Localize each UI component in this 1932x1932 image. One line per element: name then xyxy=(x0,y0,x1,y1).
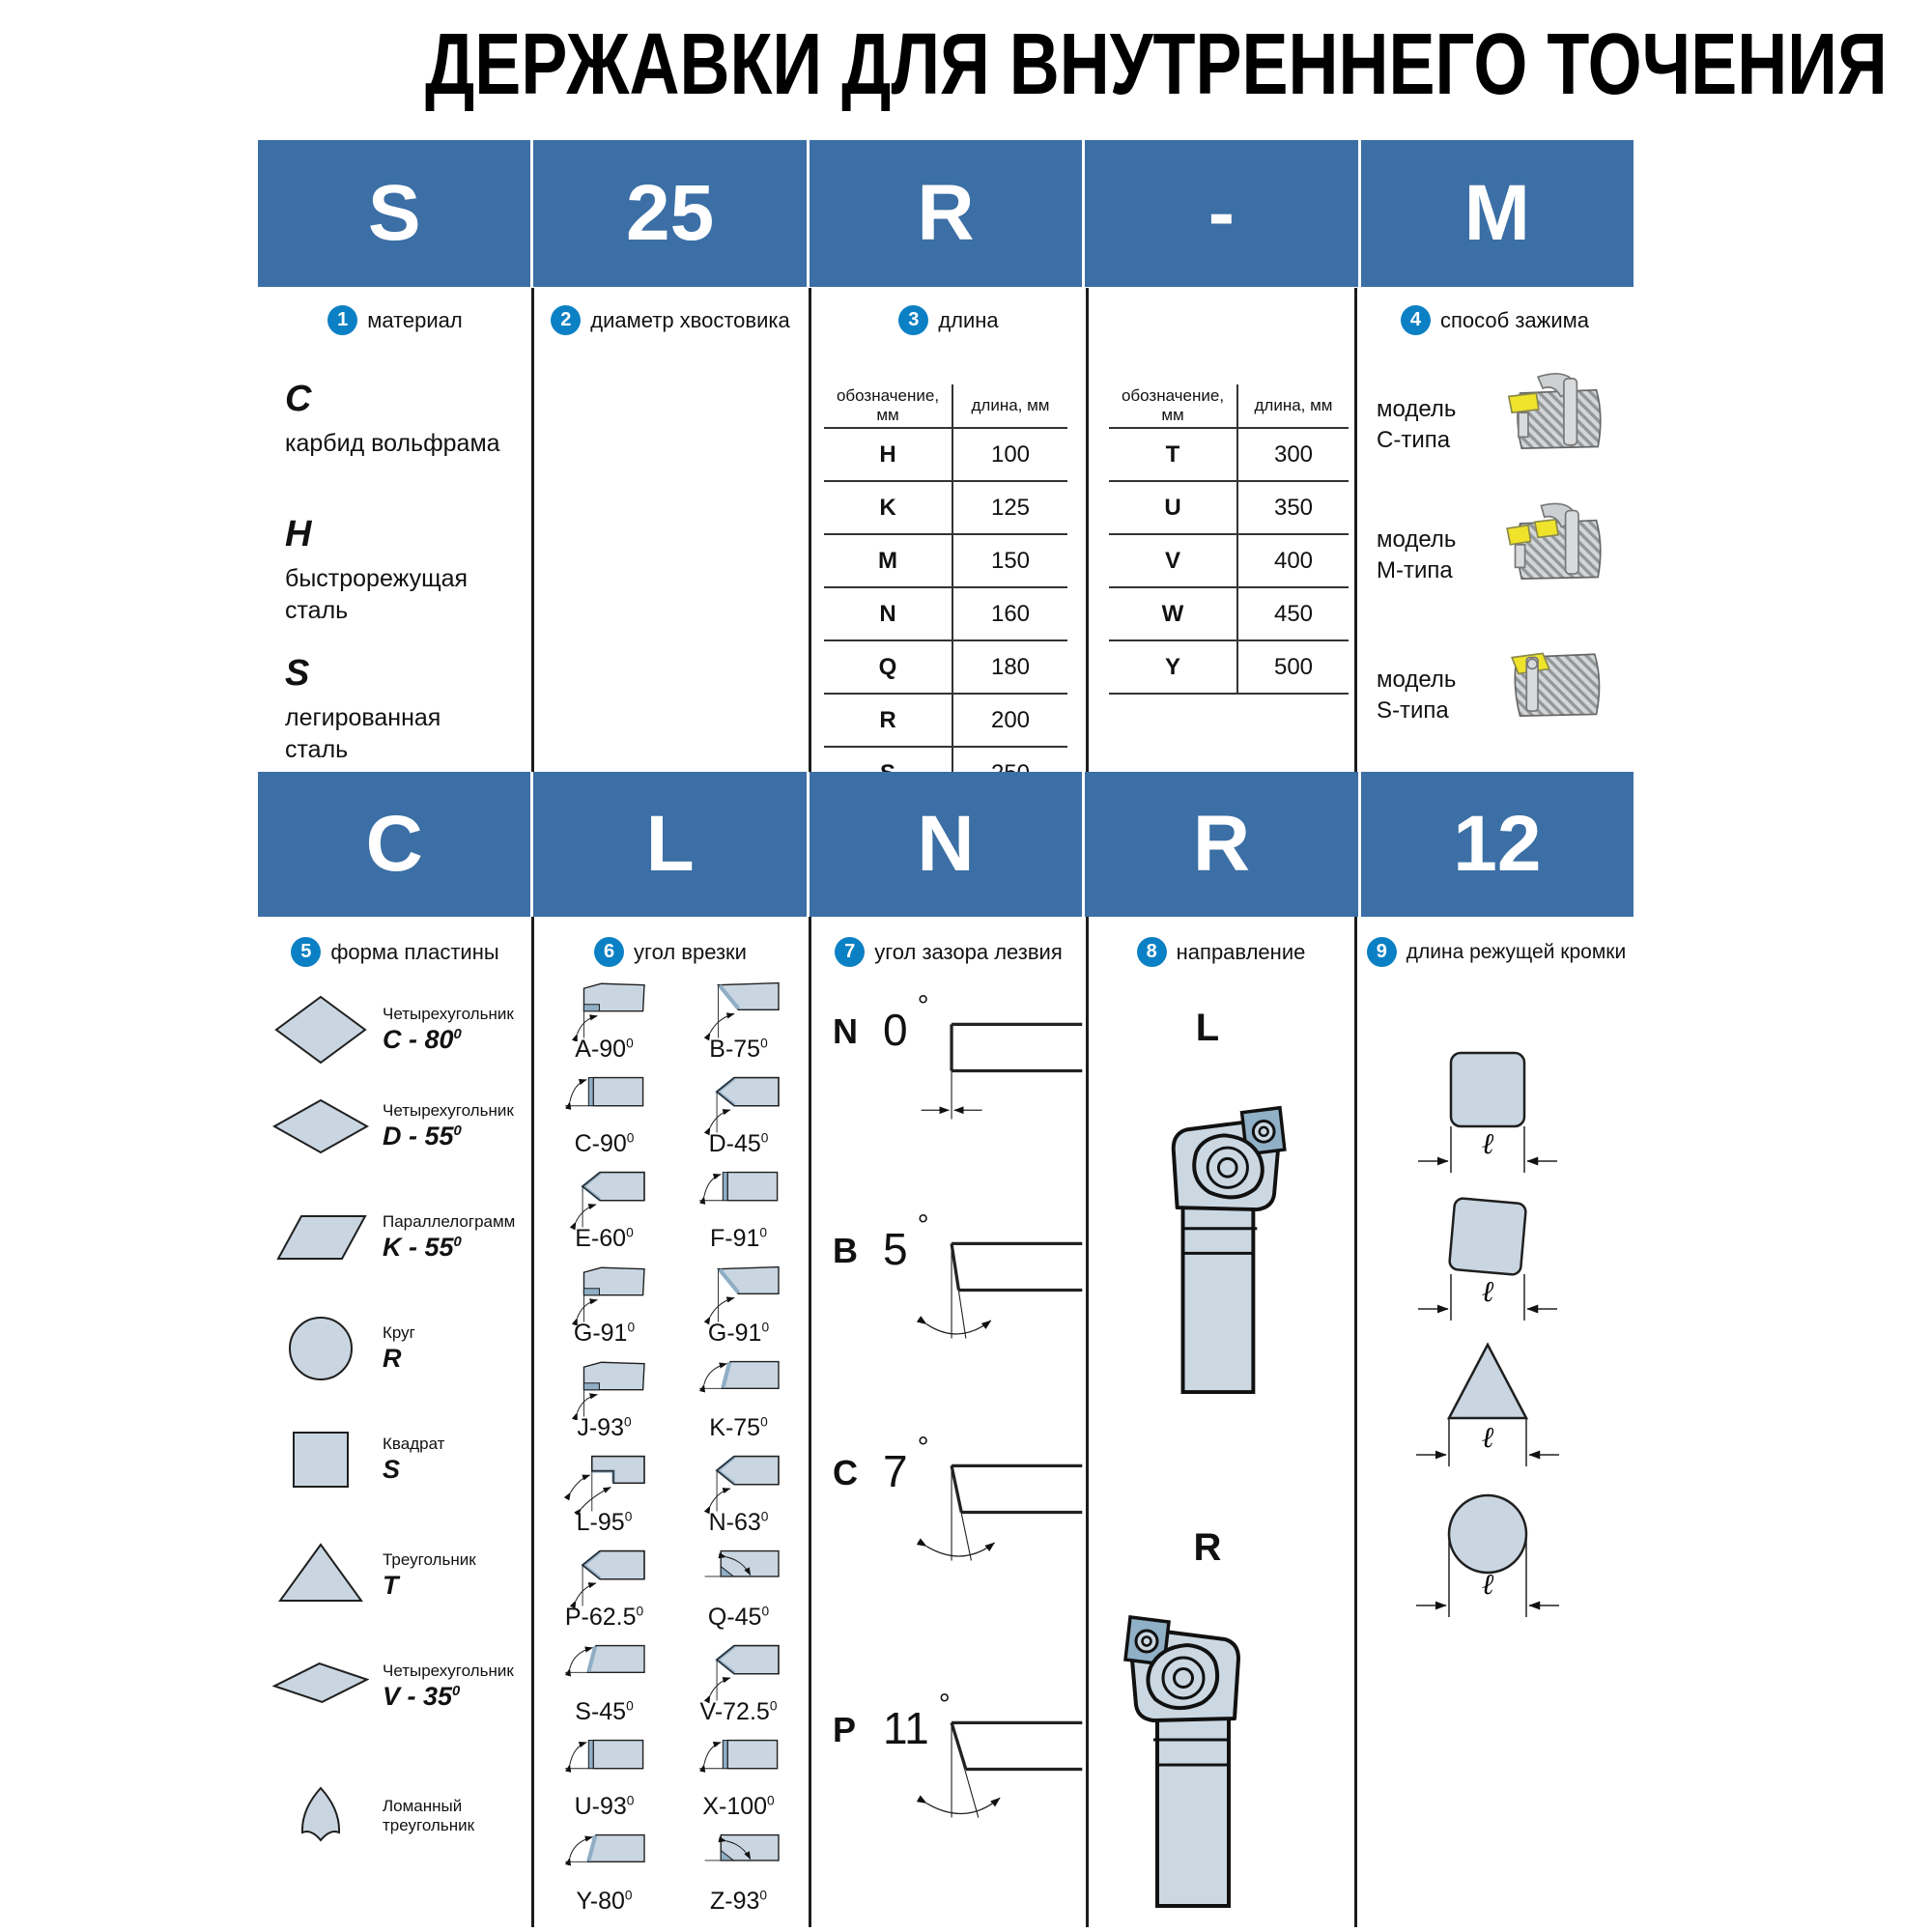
tool-profile-icon xyxy=(541,1735,668,1799)
entry-angle-item: $U-93^0$ xyxy=(537,1735,671,1830)
entry-angle-item: $K-75^0$ xyxy=(671,1356,806,1451)
entry-angle-item: $N-63^0$ xyxy=(671,1451,806,1546)
insert-shape-item: Треугольник T xyxy=(272,1541,533,1610)
wide-diamond-shape-icon xyxy=(272,1092,369,1161)
code-row-bottom xyxy=(258,772,1634,917)
entry-angle-item: $Q-45^0$ xyxy=(671,1546,806,1640)
diamond-shape-icon xyxy=(272,995,369,1065)
svg-text:ℓ: ℓ xyxy=(1481,1127,1494,1161)
entry-angle-item: $G-91^0$ xyxy=(671,1262,806,1356)
section-3-header: 3 длина xyxy=(810,305,1087,335)
code-cell-direction: R xyxy=(1085,772,1357,917)
table-row: R 200 xyxy=(824,695,1067,748)
material-item xyxy=(285,514,469,626)
svg-text:ℓ: ℓ xyxy=(1481,1275,1494,1309)
holder-right-icon xyxy=(1109,1596,1283,1915)
direction-right-label: R xyxy=(1193,1526,1222,1569)
table-row: M 150 xyxy=(824,535,1067,588)
tool-profile-icon xyxy=(541,1262,668,1325)
badge-7: 7 xyxy=(835,937,865,967)
section-7-header: 7 угол зазора лезвия xyxy=(810,937,1087,967)
clearance-angle-item: P 11 ° xyxy=(823,1698,1084,1867)
entry-angle-item: $G-91^0$ xyxy=(537,1262,671,1356)
section-1-header: 1 материал xyxy=(258,305,532,335)
svg-text:ℓ: ℓ xyxy=(1481,1568,1494,1602)
direction-left-label: L xyxy=(1195,1007,1220,1049)
entry-angle-item: $L-95^0$ xyxy=(537,1451,671,1546)
table-row: H 100 xyxy=(824,429,1067,482)
model-label: модель С-типа xyxy=(1377,396,1457,454)
code-cell-edge-length: 12 xyxy=(1361,772,1634,917)
badge-4: 4 xyxy=(1401,305,1431,335)
blade-angle-icon xyxy=(916,1219,1086,1374)
divider xyxy=(1354,917,1357,1927)
insert-shape-item: Квадрат S xyxy=(272,1425,533,1494)
entry-angle-item: $Z-93^0$ xyxy=(671,1830,806,1924)
length-table-2 xyxy=(1109,384,1349,695)
clearance-angle-item: N 0 ° xyxy=(823,1000,1084,1169)
clamp-m-type-icon xyxy=(1492,496,1614,592)
triangle-shape-icon xyxy=(272,1541,369,1610)
code-cell-entry-angle: L xyxy=(533,772,806,917)
entry-angle-item: $S-45^0$ xyxy=(537,1640,671,1735)
table-header-row: обозначение, мм длина, мм xyxy=(824,384,1067,429)
entry-angle-item: $X-100^0$ xyxy=(671,1735,806,1830)
divider xyxy=(1354,288,1357,772)
insert-shape-item: Четырехугольник C - $80^0$ xyxy=(272,995,533,1065)
material-desc: быстрорежущая сталь xyxy=(285,565,469,624)
entry-angle-item: $F-91^0$ xyxy=(671,1167,806,1262)
divider xyxy=(809,288,811,772)
tool-profile-icon xyxy=(541,1546,668,1609)
entry-angle-grid xyxy=(537,978,806,1924)
divider xyxy=(531,917,534,1927)
entry-angle-item: $A-90^0$ xyxy=(537,978,671,1072)
entry-angle-item: $B-75^0$ xyxy=(671,978,806,1072)
tool-profile-icon xyxy=(541,1167,668,1231)
tool-profile-icon xyxy=(541,978,668,1041)
divider xyxy=(1086,917,1089,1927)
badge-3: 3 xyxy=(898,305,928,335)
blade-angle-icon xyxy=(916,1698,1086,1853)
badge-2: 2 xyxy=(551,305,581,335)
insert-shape-item: Круг R xyxy=(272,1314,533,1383)
entry-angle-item: $D-45^0$ xyxy=(671,1072,806,1167)
blade-angle-icon xyxy=(916,1000,1086,1154)
holder-left-icon xyxy=(1128,1092,1302,1396)
section-2-header: 2 диаметр хвостовика xyxy=(532,305,809,335)
square-shape-icon xyxy=(272,1425,369,1494)
material-code: H xyxy=(285,514,312,554)
entry-angle-item: P-62.5$^0$ xyxy=(537,1546,671,1640)
table-row: Q 180 xyxy=(824,641,1067,695)
entry-angle-item: $J-93^0$ xyxy=(537,1356,671,1451)
badge-5: 5 xyxy=(291,937,321,967)
material-desc: легированная сталь xyxy=(285,704,441,763)
material-code: S xyxy=(285,653,310,694)
trigon-shape-icon xyxy=(272,1782,369,1852)
table-row: N 160 xyxy=(824,588,1067,641)
tool-profile-icon xyxy=(541,1830,668,1893)
section-9-header: 9 длина режущей кромки xyxy=(1356,937,1636,967)
code-cell-diameter: 25 xyxy=(533,140,806,287)
insert-shape-item: Четырехугольник D - $55^0$ xyxy=(272,1092,533,1161)
insert-shape-item: Четырехугольник V - $35^0$ xyxy=(272,1652,533,1721)
tool-profile-icon xyxy=(675,1546,803,1609)
material-desc: карбид вольфрама xyxy=(285,430,500,457)
model-label: модель S-типа xyxy=(1377,667,1457,724)
divider xyxy=(809,917,811,1927)
tool-profile-icon xyxy=(541,1356,668,1420)
table-row: V 400 xyxy=(1109,535,1349,588)
section-8-header: 8 направление xyxy=(1087,937,1355,967)
table-row: Y 500 xyxy=(1109,641,1349,695)
clearance-angle-item: C 7 ° xyxy=(823,1441,1084,1610)
entry-angle-item: V-72.5$^0$ xyxy=(671,1640,806,1735)
tool-profile-icon xyxy=(675,1072,803,1136)
material-item xyxy=(285,653,469,765)
divider xyxy=(1086,288,1089,772)
edge-length-square-icon xyxy=(1391,1045,1584,1190)
tool-profile-icon xyxy=(541,1451,668,1515)
tool-profile-icon xyxy=(675,1830,803,1893)
edge-length-rhomboid-icon xyxy=(1391,1193,1584,1338)
tool-profile-icon xyxy=(675,1451,803,1515)
code-cell-insert-shape: C xyxy=(258,772,530,917)
clearance-angle-item: B 5 ° xyxy=(823,1219,1084,1388)
code-cell-clearance-angle: N xyxy=(810,772,1082,917)
badge-1: 1 xyxy=(327,305,357,335)
edge-length-circle-icon xyxy=(1391,1490,1584,1634)
badge-8: 8 xyxy=(1137,937,1167,967)
edge-length-triangle-icon xyxy=(1391,1339,1584,1484)
section-5-header: 5 форма пластины xyxy=(258,937,532,967)
tool-profile-icon xyxy=(675,978,803,1041)
code-cell-clamp: M xyxy=(1361,140,1634,287)
section-4-header: 4 способ зажима xyxy=(1356,305,1634,335)
table-row: K 125 xyxy=(824,482,1067,535)
circle-shape-icon xyxy=(272,1314,369,1383)
code-row-top xyxy=(258,140,1634,287)
table-row: W 450 xyxy=(1109,588,1349,641)
clamp-c-type-icon xyxy=(1492,365,1614,462)
blade-angle-icon xyxy=(916,1441,1086,1596)
entry-angle-item: $C-90^0$ xyxy=(537,1072,671,1167)
tool-profile-icon xyxy=(675,1356,803,1420)
page-title: ДЕРЖАВКИ ДЛЯ ВНУТРЕННЕГО ТОЧЕНИЯ xyxy=(425,16,1888,113)
tool-profile-icon xyxy=(675,1262,803,1325)
section-6-header: 6 угол врезки xyxy=(532,937,809,967)
tool-profile-icon xyxy=(541,1072,668,1136)
material-item xyxy=(285,379,517,460)
tool-profile-icon xyxy=(675,1735,803,1799)
divider xyxy=(531,288,534,772)
table-row: T 300 xyxy=(1109,429,1349,482)
clamp-s-type-icon xyxy=(1492,633,1614,729)
table-header-row: обозначение, мм длина, мм xyxy=(1109,384,1349,429)
insert-shape-item: Параллелограмм K - $55^0$ xyxy=(272,1203,533,1272)
model-label: модель М-типа xyxy=(1377,526,1457,584)
insert-shape-item: Ломанный треугольник xyxy=(272,1782,533,1852)
material-code: C xyxy=(285,379,312,419)
badge-6: 6 xyxy=(594,937,624,967)
code-cell-dash: - xyxy=(1085,140,1357,287)
entry-angle-item: $Y-80^0$ xyxy=(537,1830,671,1924)
entry-angle-item: $E-60^0$ xyxy=(537,1167,671,1262)
code-cell-length: R xyxy=(810,140,1082,287)
svg-text:ℓ: ℓ xyxy=(1481,1421,1494,1455)
tool-profile-icon xyxy=(675,1167,803,1231)
tool-profile-icon xyxy=(541,1640,668,1704)
parallelogram-shape-icon xyxy=(272,1203,369,1272)
badge-9: 9 xyxy=(1367,937,1397,967)
length-table-1 xyxy=(824,384,1067,801)
code-cell-material: S xyxy=(258,140,530,287)
tool-profile-icon xyxy=(675,1640,803,1704)
thin-diamond-shape-icon xyxy=(272,1652,369,1721)
table-row: U 350 xyxy=(1109,482,1349,535)
